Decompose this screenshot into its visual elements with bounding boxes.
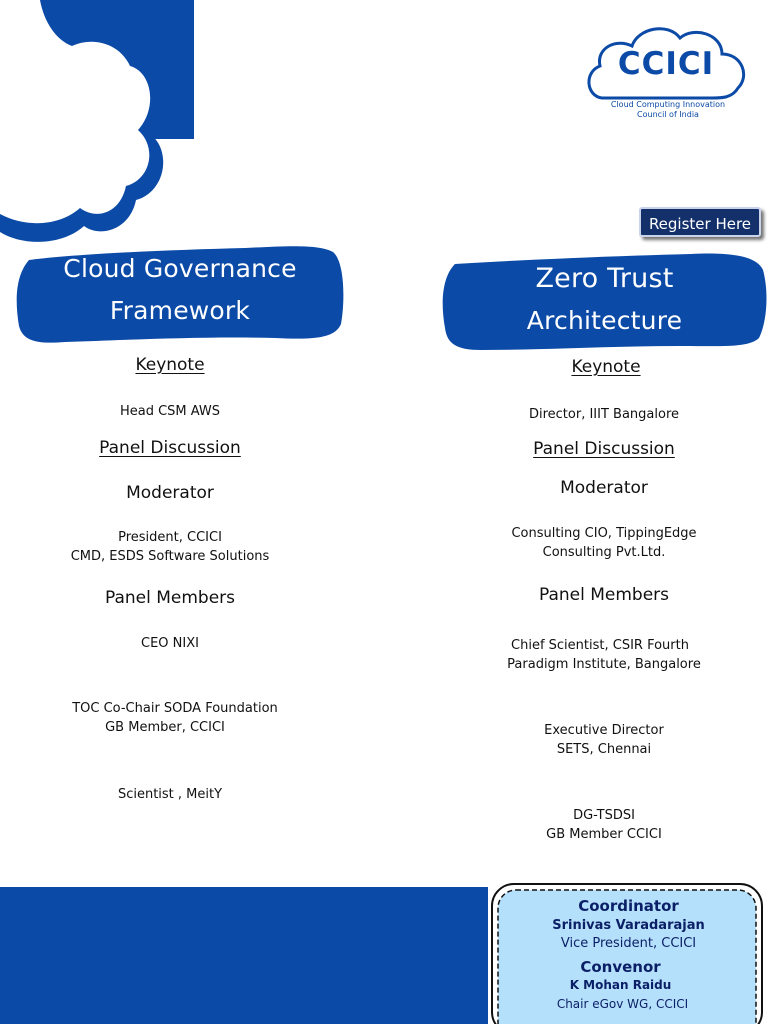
left-keynote-heading: Keynote [135, 355, 205, 375]
left-members-heading: Panel Members [104, 588, 236, 608]
right-moderator-line-2: Consulting Pvt.Ltd. [542, 545, 666, 560]
left-moderator-line-2: CMD, ESDS Software Solutions [70, 549, 270, 564]
right-member-2-line-2: SETS, Chennai [556, 742, 652, 757]
right-session-title-1: Zero Trust [535, 263, 674, 294]
footer-blue-band [0, 887, 488, 1024]
right-moderator-heading: Moderator [560, 478, 648, 498]
coordinator-heading: Coordinator [578, 897, 679, 915]
ccici-logo [582, 18, 754, 122]
right-member-2-line-1: Executive Director [544, 723, 664, 738]
right-member-1-line-2: Paradigm Institute, Bangalore [507, 657, 701, 672]
register-here-button[interactable]: Register Here [639, 207, 761, 237]
coordinator-role: Vice President, CCICI [560, 936, 697, 951]
left-moderator-heading: Moderator [126, 483, 214, 503]
left-moderator-line-1: President, CCICI [118, 530, 222, 545]
right-panel-heading: Panel Discussion [533, 439, 675, 459]
right-keynote-role: Director, IIIT Bangalore [528, 407, 680, 422]
right-member-3-line-2: GB Member CCICI [546, 827, 662, 842]
logo-tagline-1: Cloud Computing Innovation [610, 100, 726, 109]
right-moderator-line-1: Consulting CIO, TippingEdge [511, 526, 697, 541]
convenor-name: K Mohan Raidu [569, 978, 672, 992]
logo-tagline-2: Council of India [637, 110, 699, 119]
right-member-1-line-1: Chief Scientist, CSIR Fourth [511, 638, 689, 653]
left-member-2-line-1: TOC Co-Chair SODA Foundation [72, 701, 278, 716]
right-member-3-line-1: DG-TSDSI [573, 808, 635, 823]
convenor-heading: Convenor [580, 958, 661, 976]
right-members-heading: Panel Members [538, 585, 670, 605]
right-keynote-heading: Keynote [571, 357, 641, 377]
corner-cloud-decoration [0, 0, 200, 250]
left-member-2-line-2: GB Member, CCICI [105, 720, 225, 735]
coordinator-name: Srinivas Varadarajan [552, 918, 705, 933]
coordinator-box [490, 883, 767, 1024]
left-panel-heading: Panel Discussion [99, 438, 241, 458]
left-member-1: CEO NIXI [141, 636, 199, 651]
convenor-role: Chair eGov WG, CCICI [556, 997, 689, 1011]
right-session-title-2: Architecture [526, 306, 683, 335]
left-member-3: Scientist , MeitY [117, 787, 223, 802]
left-session-title-2: Framework [109, 296, 251, 325]
logo-acronym: CCICI [617, 46, 715, 82]
left-session-title-1: Cloud Governance [63, 254, 297, 283]
left-keynote-role: Head CSM AWS [119, 404, 221, 419]
